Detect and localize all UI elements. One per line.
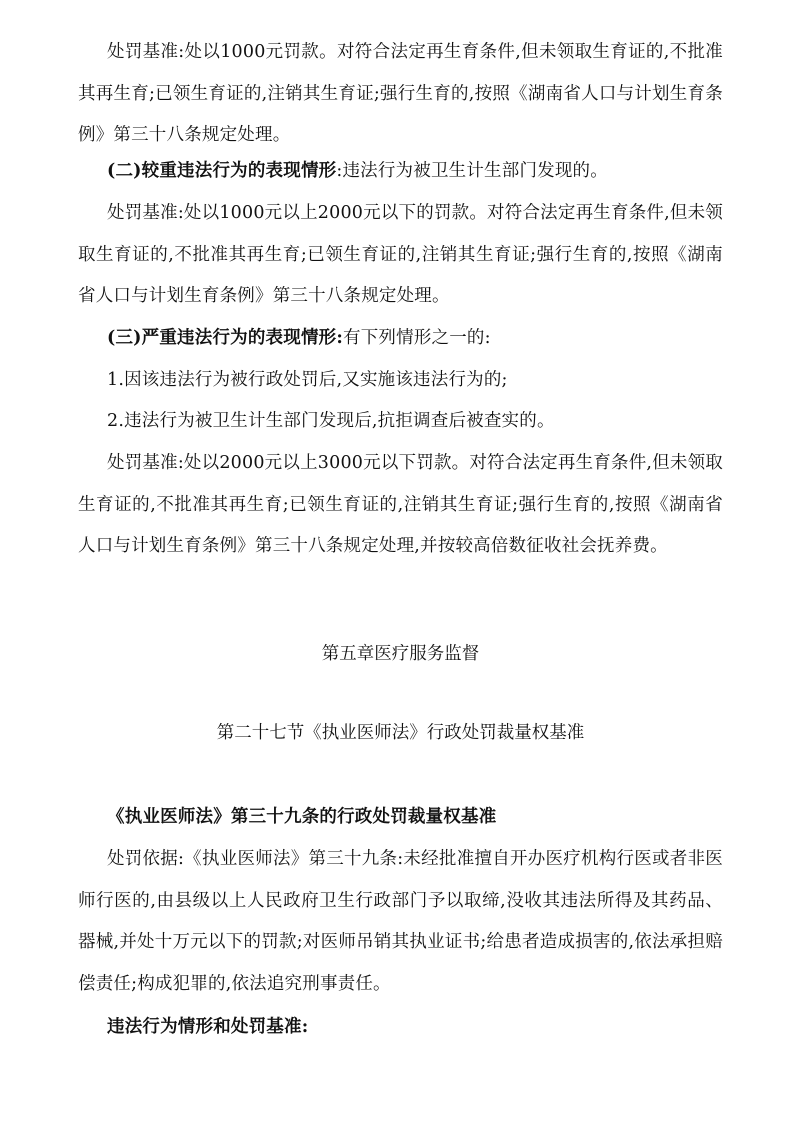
penalty-standard-paragraph-3: 处罚基准:处以2000元以上3000元以下罚款。对符合法定再生育条件,但未领取生育证的,不批准其再生育;已领生育证的,注销其生育证;强行生育的,按照《湖南省人口与计划生育条例》第三十八条规定处理,并按较高倍数征收社会抚养费。 <box>78 453 723 556</box>
severe-violation-label: (三)严重违法行为的表现情形: <box>107 328 344 348</box>
serious-violation-label: (二)较重违法行为的表现情形 <box>107 161 337 181</box>
chapter-title: 第五章医疗服务监督 <box>321 644 480 664</box>
violation-circumstances-heading: 违法行为情形和处罚基准: <box>107 1017 309 1037</box>
severe-violation-text: 有下列情形之一的: <box>343 328 491 348</box>
severe-violation-paragraph <box>78 318 723 360</box>
serious-violation-text: :违法行为被卫生计生部门发现的。 <box>336 161 608 181</box>
penalty-standard-paragraph-1: 处罚基准:处以1000元罚款。对符合法定再生育条件,但未领取生育证的,不批准其再生育;已领生育证的,注销其生育证;强行生育的,按照《湖南省人口与计划生育条例》第三十八条规定处理。 <box>78 42 723 145</box>
article-subheading: 《执业医师法》第三十九条的行政处罚裁量权基准 <box>107 807 497 827</box>
serious-violation-paragraph <box>78 151 723 193</box>
penalty-basis-paragraph: 处罚依据:《执业医师法》第三十九条:未经批准擅自开办医疗机构行医或者非医师行医的,由县级以上人民政府卫生行政部门予以取缔,没收其违法所得及其药品、器械,并处十万元以下的罚款;对医师吊销其执业证书;给患者造成损害的,依法承担赔偿责任;构成犯罪的,依法追究刑事责任。 <box>78 849 723 994</box>
list-item-1: 1.因该违法行为被行政处罚后,又实施该违法行为的; <box>107 370 508 390</box>
list-item-2: 2.违法行为被卫生计生部门发现后,抗拒调查后被查实的。 <box>107 411 555 431</box>
penalty-standard-paragraph-2: 处罚基准:处以1000元以上2000元以下的罚款。对符合法定再生育条件,但未领取生育证的,不批准其再生育;已领生育证的,注销其生育证;强行生育的,按照《湖南省人口与计划生育条例》第三十八条规定处理。 <box>78 203 723 306</box>
section-title: 第二十七节《执业医师法》行政处罚裁量权基准 <box>216 723 585 743</box>
